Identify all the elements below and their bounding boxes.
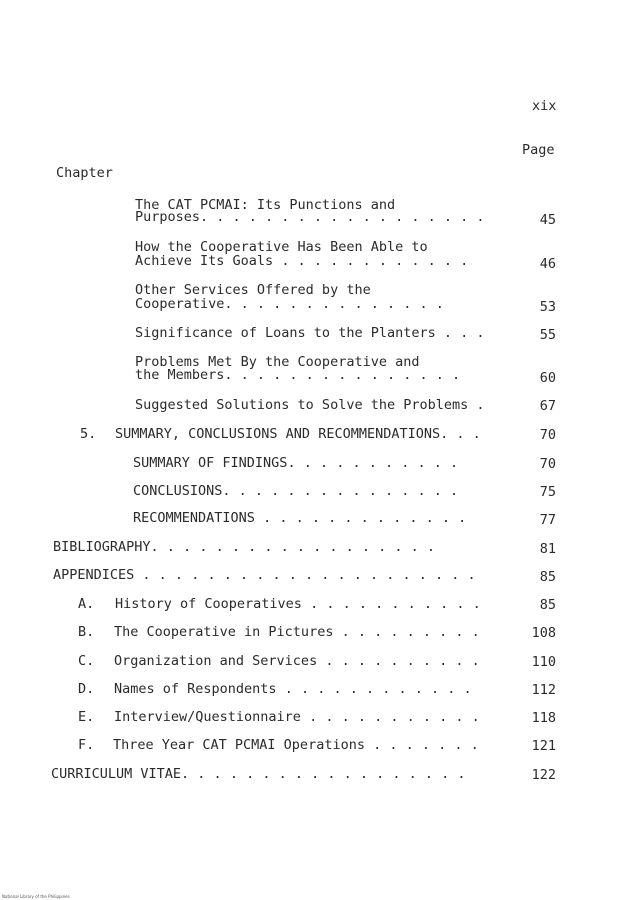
toc-entry-title [114, 681, 472, 697]
toc-entry-title-text: The Cooperative in Pictures [114, 624, 334, 640]
toc-entry-title [135, 296, 444, 312]
toc-entry-title-text: SUMMARY OF FINDINGS [133, 455, 288, 471]
leader-dots: . . . . . . . . . . . . . . . . . . [181, 766, 466, 782]
toc-entry-title [115, 426, 481, 442]
leader-dots: . . . . . . . . . . . [310, 596, 481, 612]
toc-entry-title: The CAT PCMAI: Its Punctions and [135, 197, 396, 213]
chapter-label: Chapter [56, 165, 113, 181]
toc-entry-title [135, 397, 485, 413]
toc-entry-page: 70 [539, 427, 556, 443]
toc-entry-page: 45 [539, 212, 556, 228]
toc-entry-title [114, 709, 480, 725]
toc-entry-title-text: Organization and Services [114, 653, 318, 669]
leader-dots: . . . . . . . . . . [325, 653, 480, 669]
toc-entry-page: 75 [539, 484, 556, 500]
toc-entry-page: 108 [531, 625, 556, 641]
toc-entry-title-text: CONCLUSIONS [133, 483, 223, 499]
page-number: xix [532, 98, 557, 114]
toc-entry-page: 118 [531, 710, 556, 726]
leader-dots: . . . . . . . . . [341, 624, 480, 640]
toc-entry-page: 81 [539, 541, 556, 557]
toc-entry-title-text: Names of Respondents [114, 681, 277, 697]
toc-entry-title-text: CURRICULUM VITAE [51, 766, 182, 782]
leader-dots: . . . . . . . . . . . [287, 455, 459, 471]
toc-entry-page: 112 [531, 682, 556, 698]
toc-entry-page: 60 [539, 370, 556, 386]
toc-entry-page: 46 [539, 256, 556, 272]
leader-dots: . . . . . . . . . . . . . . . . . . [200, 209, 485, 225]
toc-entry-page: 55 [539, 327, 556, 343]
toc-entry-title [133, 510, 466, 526]
toc-entry-title: Other Services Offered by the [135, 282, 371, 298]
toc-entry-title [135, 253, 468, 269]
leader-dots: . . . . . . . . . . . [309, 709, 480, 725]
leader-dots: . . . . . . . [373, 737, 479, 753]
toc-entry-title-cont: the Members [135, 367, 225, 383]
leader-dots: . . . . . . . . . . . . . . . [224, 367, 461, 383]
appendix-letter: F. [78, 737, 95, 753]
toc-entry-title: How the Cooperative Has Been Able to [135, 239, 428, 255]
appendix-letter: D. [78, 681, 95, 697]
toc-entry-title [133, 483, 458, 499]
toc-entry-title [53, 539, 435, 555]
chapter-number: 5. [80, 426, 97, 442]
toc-entry-title-cont: Purposes [135, 209, 201, 225]
appendix-letter: E. [78, 709, 95, 725]
leader-dots: . . . . . . . . . . . . [281, 253, 469, 269]
toc-entry-page: 67 [539, 398, 556, 414]
toc-entry-title [114, 653, 480, 669]
toc-entry-page: 122 [531, 767, 556, 783]
toc-entry-title [113, 737, 479, 753]
leader-dots: . . . . . . . . . . . . . . [224, 296, 444, 312]
toc-entry-page: 110 [531, 654, 556, 670]
leader-dots: . . . . . . . . . . . . . . . . . . [150, 539, 436, 555]
appendix-letter: B. [78, 624, 95, 640]
leader-dots: . . . . . . . . . . . . . . . . . . . . . [142, 567, 476, 583]
appendix-letter: A. [78, 596, 95, 612]
toc-entry-title-cont: Achieve Its Goals [135, 253, 274, 269]
toc-entry-title [51, 766, 466, 782]
appendix-letter: C. [78, 653, 95, 669]
leader-dots: . . . . . . . . . . . . . . . [222, 483, 459, 499]
toc-entry-title-text: RECOMMENDATIONS [133, 510, 255, 526]
toc-entry-title [135, 209, 485, 225]
toc-entry-title-text: History of Cooperatives [115, 596, 302, 612]
toc-entry-title-text: Three Year CAT PCMAI Operations [113, 737, 365, 753]
toc-entry-page: 77 [539, 512, 556, 528]
toc-entry-title-text: Suggested Solutions to Solve the Problems [135, 397, 469, 413]
toc-entry-title-text: SUMMARY, CONCLUSIONS AND RECOMMENDATIONS [115, 426, 441, 442]
leader-dots: . [476, 397, 485, 413]
leader-dots: . . . [443, 325, 485, 341]
page-column-label: Page [522, 142, 555, 158]
toc-entry-title [135, 325, 485, 341]
toc-entry-title-text: APPENDICES [53, 567, 135, 583]
toc-entry-title-cont: Cooperative [135, 296, 225, 312]
toc-entry-page: 85 [539, 569, 556, 585]
toc-entry-title [53, 567, 476, 583]
toc-entry-title [114, 624, 480, 640]
toc-entry-title-text: BIBLIOGRAPHY [53, 539, 151, 555]
toc-entry-page: 121 [531, 738, 556, 754]
toc-entry-title: Problems Met By the Cooperative and [135, 354, 420, 370]
toc-entry-title-text: Interview/Questionnaire [114, 709, 301, 725]
toc-entry-title [135, 367, 460, 383]
leader-dots: . . . . . . . . . . . . [284, 681, 472, 697]
toc-entry-title-text: Significance of Loans to the Planters [135, 325, 436, 341]
toc-entry-title [133, 455, 458, 471]
toc-entry-title [115, 596, 481, 612]
leader-dots: . . . . . . . . . . . . . [263, 510, 467, 526]
toc-entry-page: 85 [539, 597, 556, 613]
leader-dots: . . . [440, 426, 481, 442]
library-footer: National Library of the Philippines [2, 894, 70, 899]
toc-entry-page: 70 [539, 456, 556, 472]
toc-entry-page: 53 [539, 299, 556, 315]
